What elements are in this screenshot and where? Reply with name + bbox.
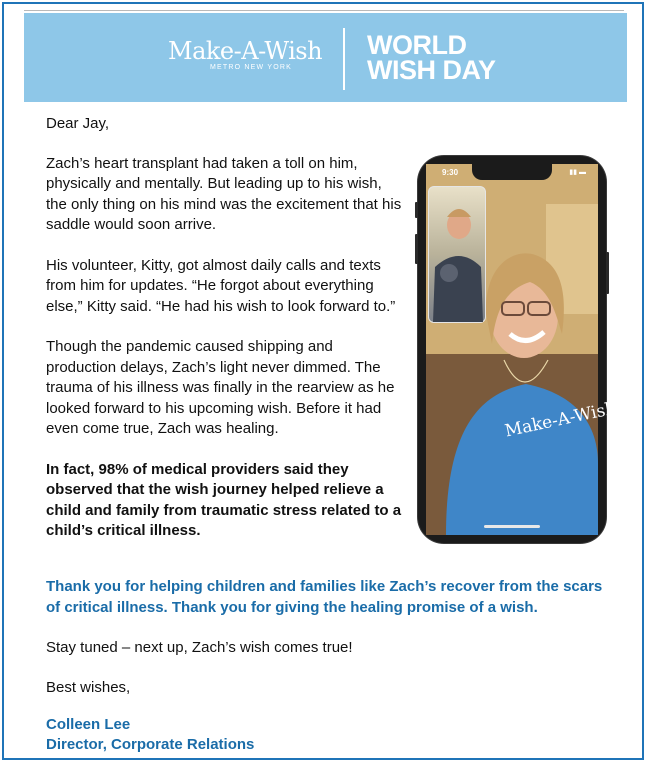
phone-volume-button xyxy=(415,234,418,264)
phone-screen xyxy=(426,164,618,535)
pip-person xyxy=(429,187,485,322)
status-icons: ▮▮ ▬ xyxy=(569,169,586,176)
teaser-line: Stay tuned – next up, Zach’s wish comes true! xyxy=(46,639,353,656)
phone-side-button xyxy=(415,202,418,218)
signature-name: Colleen Lee xyxy=(46,716,131,733)
thanks-paragraph: Thank you for helping children and families like Zach’s recover from the scars of critical illness. Thank you for giving the healing promise of a wish. xyxy=(46,578,603,616)
picture-in-picture-video xyxy=(428,186,486,323)
world-wish-day-line1: WORLD xyxy=(367,30,467,60)
paragraph-3: Though the pandemic caused shipping and production delays, Zach’s light never dimmed. The trauma of his illness was finally in the rearview as he looked forward to his upcoming wish. Before it had even come true, Zach was healing. xyxy=(46,338,395,437)
paragraph-1: Zach’s heart transplant had taken a toll on him, physically and mentally. But leading up to his wish, the only thing on his mind was the excitement that his saddle would soon arrive. xyxy=(46,154,402,233)
world-wish-day-logo xyxy=(367,30,496,85)
make-a-wish-wordmark: Make-A-Wish xyxy=(168,37,323,65)
make-a-wish-logo xyxy=(168,37,328,71)
closing-line: Best wishes, xyxy=(46,679,131,696)
paragraph-2: His volunteer, Kitty, got almost daily calls and texts from him for updates. “He forgot about everything else,” Kitty said. “He had his wish to look forward to.” xyxy=(46,256,396,315)
stat-paragraph: In fact, 98% of medical providers said they observed that the wish journey helped relieve a child and family from traumatic stress related to a child’s critical illness. xyxy=(46,460,402,539)
header-banner xyxy=(24,13,627,102)
phone-power-button xyxy=(606,252,609,294)
phone-video-call-photo xyxy=(418,156,618,543)
signature-title: Director, Corporate Relations xyxy=(46,736,255,753)
phone-notch xyxy=(472,164,552,180)
make-a-wish-chapter: METRO NEW YORK xyxy=(210,64,293,71)
greeting: Dear Jay, xyxy=(46,115,110,132)
status-time: 9:30 xyxy=(442,168,459,177)
logo-divider xyxy=(343,28,345,90)
letter-body xyxy=(46,114,406,542)
world-wish-day-line2: WISH DAY xyxy=(367,55,496,85)
top-divider xyxy=(24,10,624,11)
home-indicator xyxy=(484,525,540,528)
shirt-logo-text: Make-A-Wish xyxy=(503,398,618,442)
